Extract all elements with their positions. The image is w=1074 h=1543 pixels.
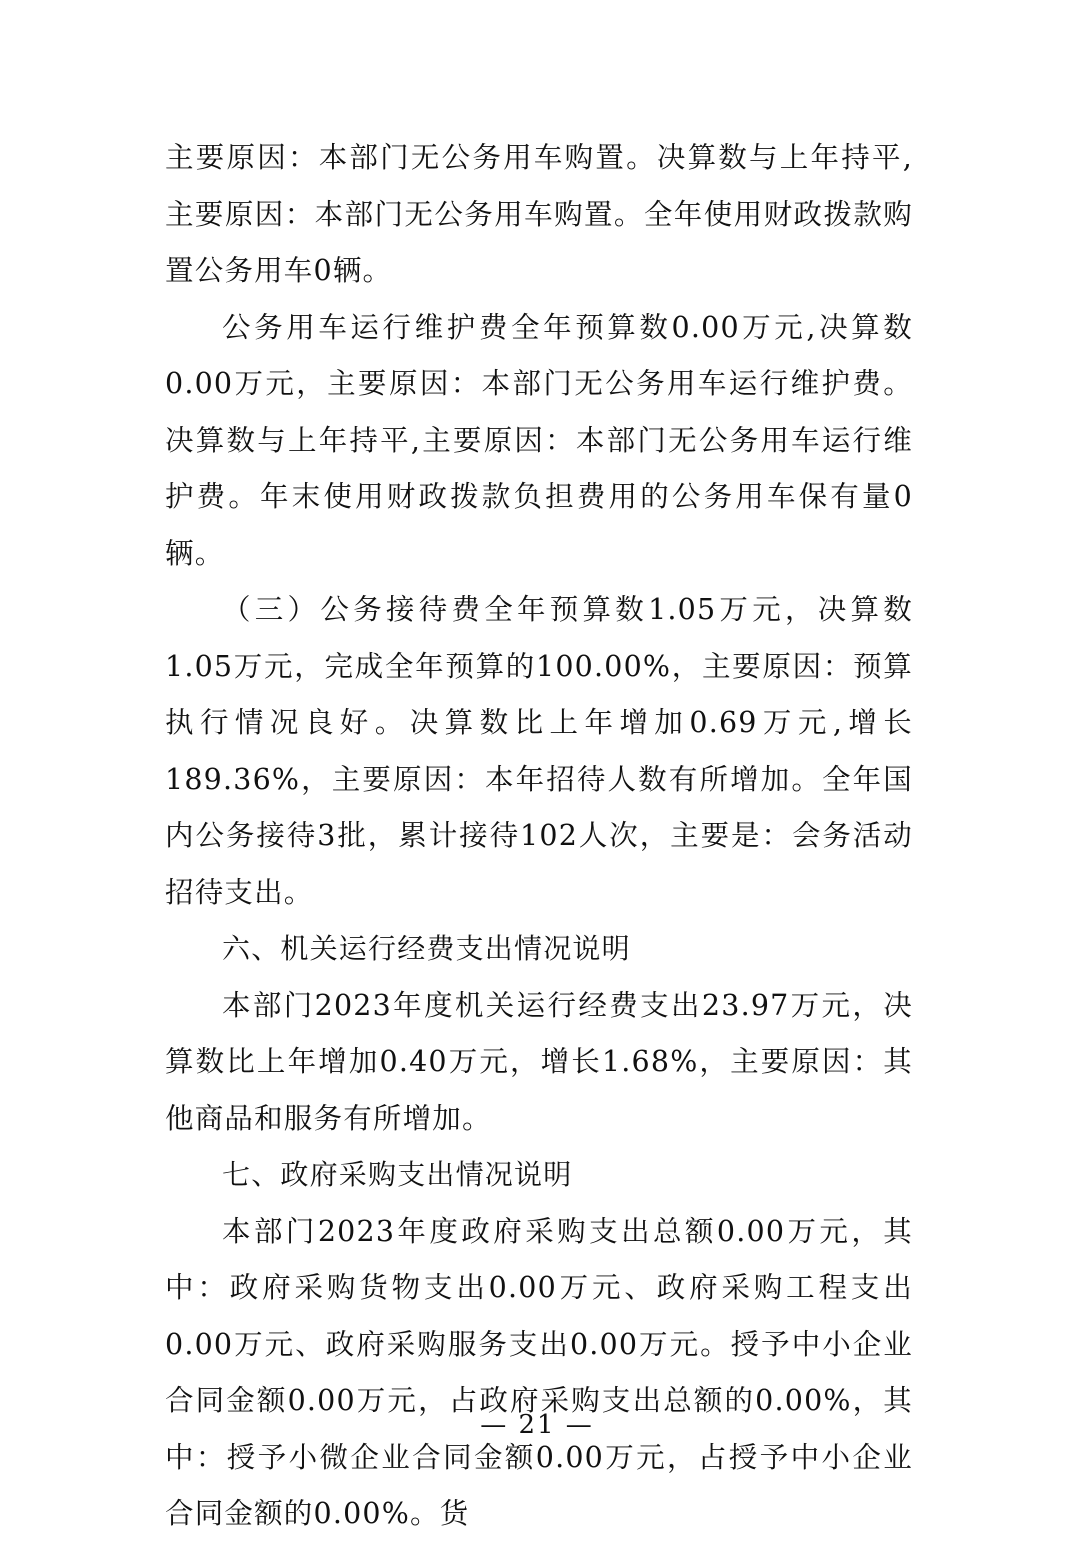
- page-number: — 21 —: [480, 1410, 594, 1440]
- paragraph-reception-expenses: （三）公务接待费全年预算数1.05万元，决算数1.05万元，完成全年预算的100.00%，主要原因：预算执行情况良好。决算数比上年增加0.69万元,增长189.36%，主要原因：本年招待人数有所增加。全年国内公务接待3批，累计接待102人次，主要是：会务活动招待支出。: [165, 593, 913, 909]
- section-heading-procurement: 七、政府采购支出情况说明: [222, 1158, 573, 1191]
- document-page: [165, 130, 913, 1543]
- section-heading-operating-expenses: 六、机关运行经费支出情况说明: [222, 932, 631, 965]
- paragraph-operating-expenses: 本部门2023年度机关运行经费支出23.97万元，决算数比上年增加0.40万元，增长1.68%，主要原因：其他商品和服务有所增加。: [165, 988, 913, 1135]
- paragraph-vehicle-maintenance: 公务用车运行维护费全年预算数0.00万元,决算数0.00万元，主要原因：本部门无公务用车运行维护费。决算数与上年持平,主要原因：本部门无公务用车运行维护费。年末使用财政拨款负担费用的公务用车保有量0辆。: [165, 310, 913, 570]
- paragraph-vehicle-purchase: 主要原因：本部门无公务用车购置。决算数与上年持平,主要原因：本部门无公务用车购置。全年使用财政拨款购置公务用车0辆。: [165, 141, 913, 287]
- paragraph-procurement: 本部门2023年度政府采购支出总额0.00万元，其中：政府采购货物支出0.00万元、政府采购工程支出0.00万元、政府采购服务支出0.00万元。授予中小企业合同金额0.00万元，占政府采购支出总额的0.00%，其中：授予小微企业合同金额0.00万元，占授予中小企业合同金额的0.00%。货: [165, 1214, 913, 1530]
